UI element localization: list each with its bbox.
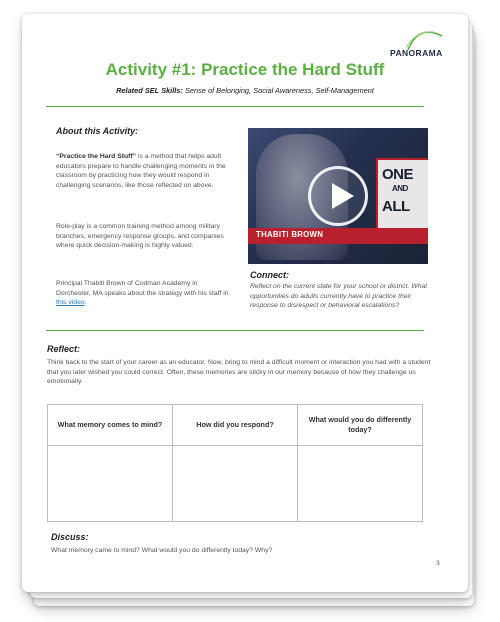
play-button-icon[interactable] xyxy=(308,166,368,226)
document-page xyxy=(22,14,468,592)
about-paragraph-2: Role-play is a common training method among military branches, emergency response groups, and companies where quick decision-making is highly valued. xyxy=(56,223,224,250)
divider-top xyxy=(46,106,424,107)
about-paragraph-3-text: Principal Thabiti Brown of Codman Academy in Dorchester, MA speaks about the strategy with his staff in xyxy=(56,280,229,297)
video-link[interactable]: this video xyxy=(56,299,85,307)
divider-middle xyxy=(46,330,424,331)
table-header-row xyxy=(48,405,423,446)
sel-skills-label: Related SEL Skills: xyxy=(116,86,183,95)
page-number: 3 xyxy=(436,560,440,567)
response-cell[interactable] xyxy=(173,446,298,522)
connect-text: Reflect on the current state for your school or district. What opportunities do adults currently have to practice their response to disrespect or behavioral escalations? xyxy=(250,283,428,310)
logo-text: PANORAMA xyxy=(390,48,443,58)
reflect-text: Think back to the start of your career as an educator. Now, bring to mind a difficult moment or interaction you had with a student that you later wished you could correct. Often, these memories are sticky in our memory because of how they challenge us emotionally. xyxy=(47,359,431,386)
sign-line-1: ONE xyxy=(382,166,414,183)
discuss-text: What memory came to mind? What would you do differently today? Why? xyxy=(51,547,273,554)
video-caption: THABITI BROWN xyxy=(256,230,324,239)
column-header-differently: What would you do differently today? xyxy=(298,405,423,446)
about-paragraph-1-text: is a method that helps adult educators prepare to handle challenging moments in the classroom by practicing how they would respond in challenging scenarios, like those reflected on above. xyxy=(56,153,226,189)
about-paragraph-1 xyxy=(56,152,234,190)
sel-skills-line xyxy=(22,86,468,95)
one-and-all-sign xyxy=(376,158,428,230)
column-header-response: How did you respond? xyxy=(173,405,298,446)
page-title: Activity #1: Practice the Hard Stuff xyxy=(105,60,385,79)
video-thumbnail[interactable] xyxy=(248,128,428,264)
sign-line-3: ALL xyxy=(382,198,410,215)
about-paragraph-3-end: . xyxy=(84,299,87,307)
method-name: “Practice the Hard Stuff” xyxy=(56,153,137,160)
table-row xyxy=(48,446,423,522)
reflect-heading: Reflect: xyxy=(47,344,81,354)
sel-skills-value: Sense of Belonging, Social Awareness, Self-Management xyxy=(182,86,374,95)
discuss-heading: Discuss: xyxy=(51,532,89,542)
connect-heading: Connect: xyxy=(250,270,289,280)
column-header-memory: What memory comes to mind? xyxy=(48,405,173,446)
about-paragraph-3 xyxy=(56,279,234,308)
reflection-table xyxy=(47,404,423,522)
sign-line-2: AND xyxy=(392,184,408,193)
memory-cell[interactable] xyxy=(48,446,173,522)
differently-cell[interactable] xyxy=(298,446,423,522)
about-heading: About this Activity: xyxy=(56,126,139,136)
panorama-logo xyxy=(390,28,462,62)
